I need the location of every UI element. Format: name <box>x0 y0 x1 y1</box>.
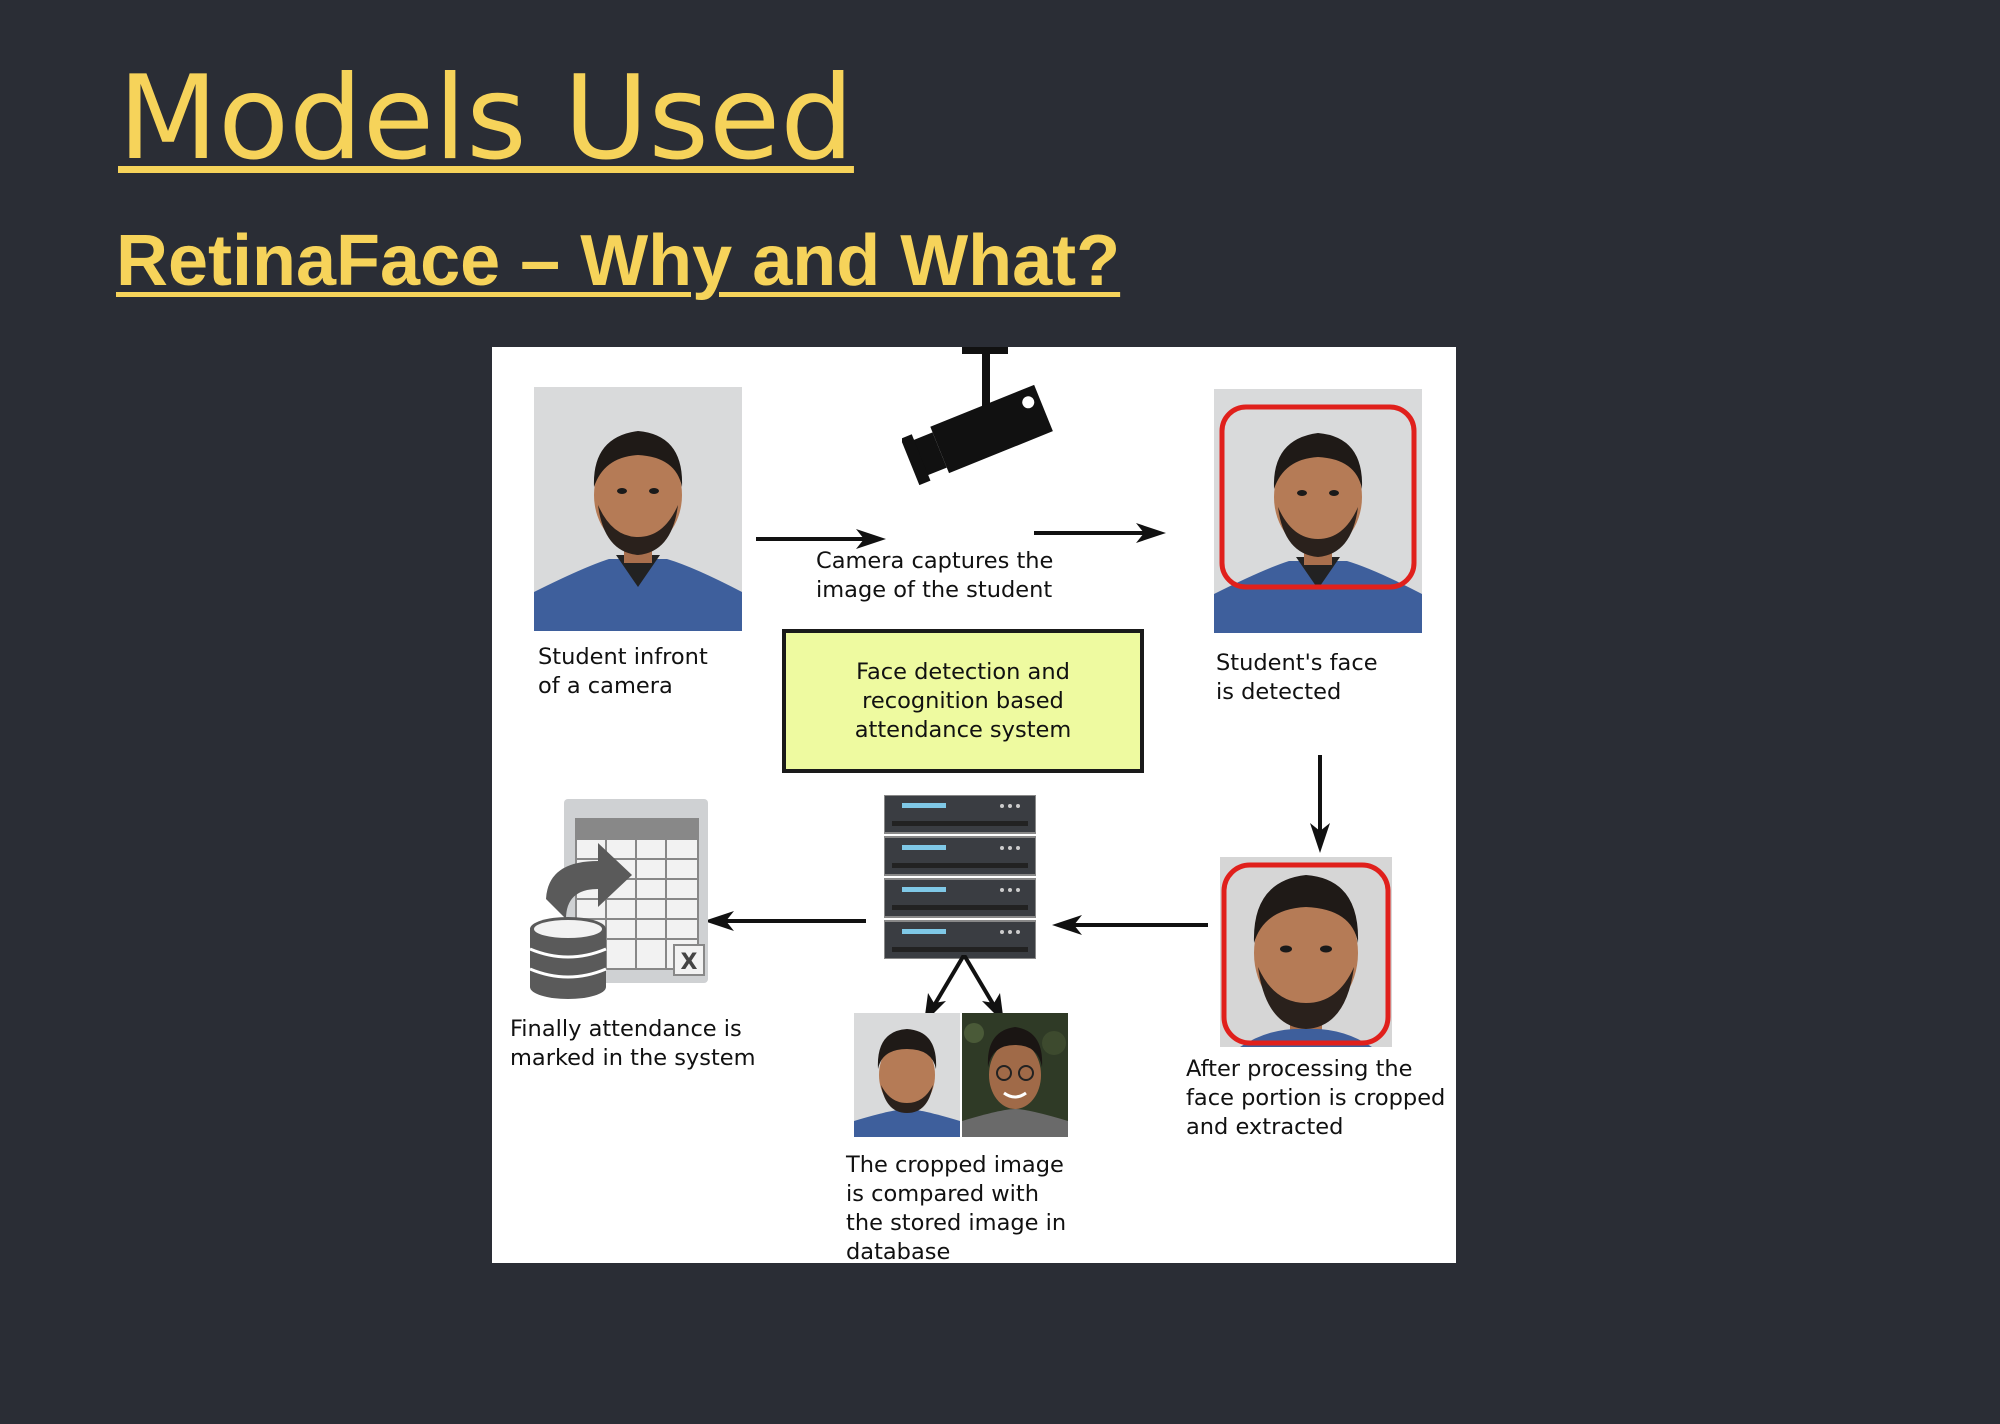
comparison-face-2 <box>962 1013 1068 1137</box>
arrow-left-icon <box>704 909 866 933</box>
student-photo <box>534 387 742 631</box>
cctv-camera-icon <box>902 347 1072 507</box>
camera-label: Camera captures the image of the student <box>816 548 1054 603</box>
spreadsheet-mark: X <box>680 950 698 975</box>
comparison-face-1 <box>854 1013 960 1137</box>
student-label: Student infront of a camera <box>538 644 708 699</box>
spreadsheet-database-icon <box>528 799 718 1009</box>
center-system-box: Face detection and recognition based attendance system <box>782 629 1144 773</box>
slide-title: Models Used <box>118 51 854 186</box>
arrow-right-icon <box>1034 521 1166 545</box>
detected-label: Student's face is detected <box>1216 650 1378 705</box>
arrow-left-icon <box>1052 913 1208 937</box>
cropped-label: After processing the face portion is cropped and extracted <box>1186 1056 1446 1140</box>
attendance-system-diagram <box>492 347 1456 1263</box>
compared-label: The cropped image is compared with the stored image in database <box>846 1152 1067 1263</box>
cropped-face-photo <box>1220 857 1392 1047</box>
slide-subtitle: RetinaFace – Why and What? <box>116 221 1121 301</box>
final-label: Finally attendance is marked in the system <box>510 1016 756 1071</box>
arrow-down-icon <box>1308 755 1332 853</box>
server-rack-icon <box>884 795 1036 959</box>
detected-face-photo <box>1214 389 1422 633</box>
